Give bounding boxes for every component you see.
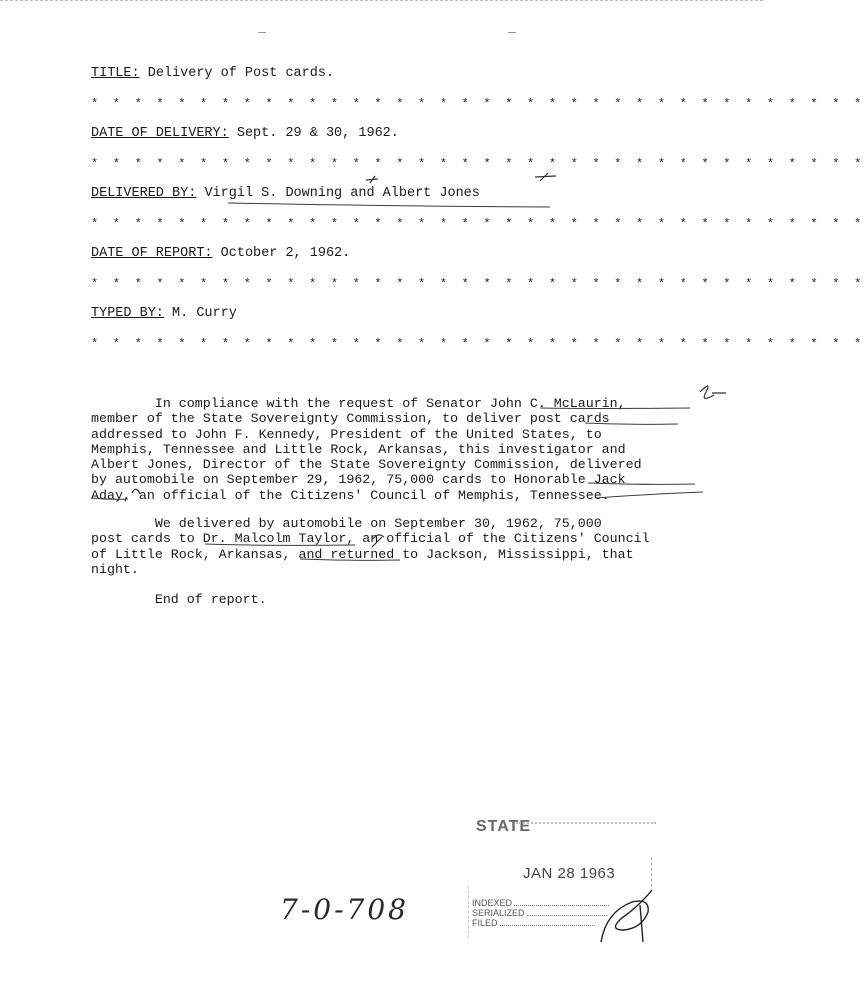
handwritten-initials — [601, 890, 652, 942]
check-marks — [132, 173, 726, 547]
star-separator: * * * * * * * * * * * * * * * * * * * * * * * * * * * * * * * * * * * * — [91, 157, 865, 171]
stamp-row-serialized: SERIALIZED — [472, 908, 607, 918]
handwritten-file-number: 7-0-708 — [280, 893, 409, 926]
body-paragraph-2: We delivered by automobile on September 30, 1962, 75,000 post cards to Dr. Malcolm Taylor, an official of the Citizens' Council of Little Rock, Arkansas, and returned to Jackson, Mississippi, that night. — [91, 516, 650, 577]
star-separator: * * * * * * * * * * * * * * * * * * * * * * * * * * * * * * * * * * * * — [91, 97, 865, 111]
star-separator: * * * * * * * * * * * * * * * * * * * * * * * * * * * * * * * * * * * * — [91, 337, 865, 351]
stamp-row-indexed: INDEXED — [472, 898, 609, 908]
handwritten-underlines — [92, 203, 703, 560]
star-separator: * * * * * * * * * * * * * * * * * * * * * * * * * * * * * * * * * * * * — [91, 277, 865, 291]
body-paragraph-3: End of report. — [91, 592, 267, 607]
date-of-report-value: October 2, 1962. — [220, 246, 351, 261]
stamp-title: STATE — [476, 818, 532, 835]
typed-by-value: M. Curry — [172, 306, 237, 321]
stamp-row-filed: FILED — [472, 918, 595, 928]
delivered-by-label: DELIVERED BY: — [91, 186, 197, 201]
date-of-delivery-label: DATE OF DELIVERY: — [91, 126, 229, 141]
stamp-date: JAN 28 1963 — [523, 865, 616, 882]
date-of-delivery-value: Sept. 29 & 30, 1962. — [236, 126, 399, 141]
delivered-by-value: Virgil S. Downing and Albert Jones — [204, 186, 480, 201]
title-label: TITLE: — [91, 66, 140, 81]
typed-by-label: TYPED BY: — [91, 306, 164, 321]
date-of-report-label: DATE OF REPORT: — [91, 246, 213, 261]
star-separator: * * * * * * * * * * * * * * * * * * * * * * * * * * * * * * * * * * * * — [91, 217, 865, 231]
title-value: Delivery of Post cards. — [147, 66, 335, 81]
body-paragraph-1: In compliance with the request of Senator John C. McLaurin, member of the State Sovereignty Commission, to deliver post cards addressed to John F. Kennedy, President of the United States, to Memphis, Tennessee and Little Rock, Arkansas, this investigator and Albert Jones, Director of the State Sovereignty Commission, delivered by automobile on September 29, 1962, 75,000 cards to Honorable Jack Aday, an official of the Citizens' Council of Memphis, Tennessee. — [91, 396, 642, 503]
